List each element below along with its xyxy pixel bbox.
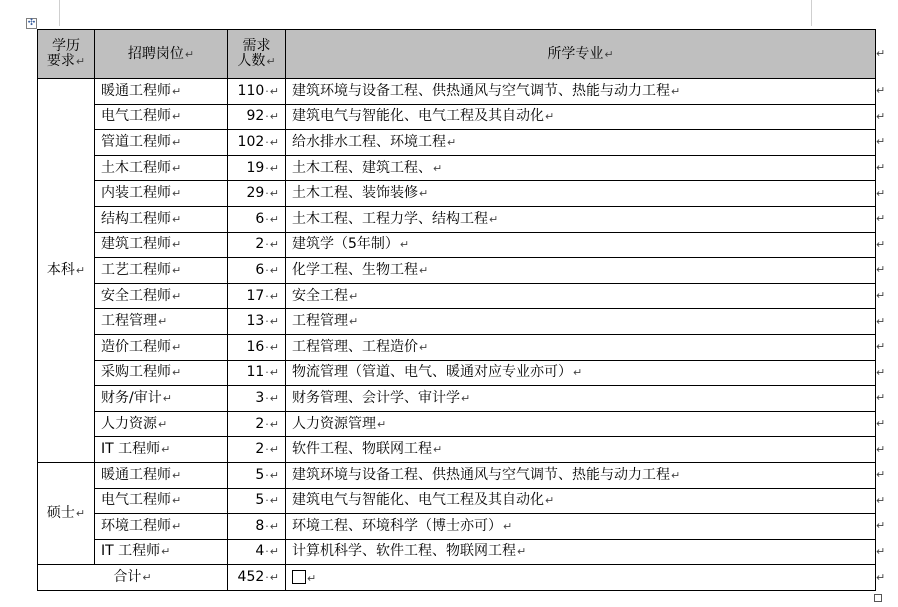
- cell-end-mark: ↵: [419, 340, 429, 354]
- header-position-label: 招聘岗位: [127, 45, 184, 62]
- cell-end-mark: ↵: [172, 84, 182, 98]
- row-end-mark: ↵: [876, 237, 886, 251]
- count-value: 3: [255, 389, 265, 406]
- cell-end-mark: ↵: [184, 47, 195, 61]
- major-cell[interactable]: [286, 488, 876, 514]
- major-cell[interactable]: [286, 514, 876, 540]
- cell-end-mark: ↵: [545, 110, 555, 124]
- major-text: 人力资源管理: [292, 415, 376, 432]
- space-mark: ·: [265, 494, 269, 508]
- cell-end-mark: ↵: [269, 468, 279, 482]
- cell-end-mark: ↵: [172, 135, 182, 149]
- position-cell[interactable]: [95, 334, 228, 360]
- row-end-mark: ↵: [876, 84, 886, 98]
- cell-end-mark: ↵: [269, 263, 279, 277]
- major-cell[interactable]: [286, 386, 876, 412]
- position-cell[interactable]: [95, 386, 228, 412]
- position-cell[interactable]: [95, 181, 228, 207]
- cell-end-mark: ↵: [503, 519, 513, 533]
- major-text: 建筑电气与智能化、电气工程及其自动化: [292, 492, 544, 509]
- table-row: [38, 155, 876, 181]
- cell-end-mark: ↵: [172, 519, 182, 533]
- page-margin-left: [59, 0, 60, 26]
- position-label: IT 工程师: [101, 441, 161, 458]
- count-value: 5: [255, 492, 265, 509]
- position-cell[interactable]: [95, 232, 228, 258]
- major-text: 工程管理: [292, 313, 348, 330]
- space-mark: ·: [265, 263, 269, 277]
- cell-end-mark: ↵: [269, 110, 279, 124]
- count-value: 5: [255, 466, 265, 483]
- position-cell[interactable]: [95, 488, 228, 514]
- row-end-mark: ↵: [876, 417, 886, 431]
- major-cell[interactable]: [286, 437, 876, 463]
- cell-end-mark: ↵: [433, 443, 443, 457]
- major-text: 建筑环境与设备工程、供热通风与空气调节、热能与动力工程: [292, 82, 670, 99]
- count-value: 2: [255, 236, 265, 253]
- cell-end-mark: ↵: [172, 468, 182, 482]
- table-row: [38, 283, 876, 309]
- cell-end-mark: ↵: [161, 443, 171, 457]
- row-end-mark: ↵: [876, 161, 886, 175]
- cell-end-mark: ↵: [158, 417, 168, 431]
- position-cell[interactable]: [95, 283, 228, 309]
- header-education[interactable]: [38, 30, 95, 79]
- cell-end-mark: ↵: [461, 391, 471, 405]
- major-cell[interactable]: [286, 232, 876, 258]
- major-text: 土木工程、装饰装修: [292, 185, 418, 202]
- cell-end-mark: ↵: [172, 340, 182, 354]
- space-mark: ·: [265, 417, 269, 431]
- space-mark: ·: [265, 289, 269, 303]
- count-value: 92: [246, 108, 265, 125]
- cell-end-mark: ↵: [573, 366, 583, 380]
- position-cell[interactable]: [95, 437, 228, 463]
- count-cell[interactable]: [228, 488, 286, 514]
- cell-end-mark: ↵: [399, 238, 410, 252]
- cell-end-mark: ↵: [545, 494, 555, 508]
- table-row: [38, 258, 876, 284]
- position-label: 土木工程师: [101, 159, 171, 176]
- cell-end-mark: ↵: [172, 263, 182, 277]
- cell-end-mark: ↵: [377, 417, 387, 431]
- count-cell[interactable]: [228, 258, 286, 284]
- cell-end-mark: ↵: [142, 571, 152, 585]
- cell-end-mark: ↵: [172, 238, 182, 252]
- count-value: 19: [246, 159, 265, 176]
- cell-end-mark: ↵: [419, 263, 429, 277]
- header-count-line2: 人数: [237, 53, 266, 69]
- major-text: 土木工程、建筑工程、: [292, 159, 432, 176]
- table-row: [38, 104, 876, 130]
- cell-end-mark: ↵: [269, 494, 279, 508]
- education-label: 硕士: [46, 505, 75, 522]
- cell-end-mark: ↵: [75, 55, 86, 68]
- row-end-mark: ↵: [876, 365, 886, 379]
- recruitment-table: [37, 29, 876, 591]
- cell-end-mark: ↵: [349, 289, 359, 303]
- cell-end-mark: ↵: [172, 494, 182, 508]
- count-cell[interactable]: [228, 309, 286, 335]
- table-row: [38, 360, 876, 386]
- empty-checkbox-icon: [292, 570, 306, 584]
- position-label: 采购工程师: [101, 364, 171, 381]
- major-text: 建筑环境与设备工程、供热通风与空气调节、热能与动力工程: [292, 466, 670, 483]
- row-end-mark: ↵: [876, 442, 886, 456]
- header-major[interactable]: [286, 30, 876, 79]
- cell-end-mark: ↵: [269, 417, 279, 431]
- row-end-mark: ↵: [876, 570, 886, 584]
- major-text: 计算机科学、软件工程、物联网工程: [292, 543, 516, 560]
- cell-end-mark: ↵: [269, 315, 279, 329]
- cell-end-mark: ↵: [172, 161, 182, 175]
- header-position[interactable]: [95, 30, 228, 79]
- major-cell[interactable]: [286, 258, 876, 284]
- count-value: 17: [246, 287, 265, 304]
- row-end-mark: ↵: [876, 109, 886, 123]
- space-mark: ·: [265, 110, 269, 124]
- count-cell[interactable]: [228, 232, 286, 258]
- table-header-row: [38, 30, 876, 79]
- cell-end-mark: ↵: [269, 289, 279, 303]
- position-cell[interactable]: [95, 104, 228, 130]
- count-value: 110: [237, 82, 265, 99]
- cell-end-mark: ↵: [269, 571, 279, 585]
- major-text: 软件工程、物联网工程: [292, 441, 432, 458]
- education-label: 本科: [46, 261, 75, 278]
- count-value: 8: [255, 517, 265, 534]
- count-cell[interactable]: [228, 79, 286, 105]
- cell-end-mark: ↵: [269, 84, 279, 98]
- major-text: 安全工程: [292, 287, 348, 304]
- table-row: [38, 539, 876, 565]
- position-cell[interactable]: [95, 462, 228, 488]
- row-end-mark: ↵: [876, 519, 886, 533]
- count-value: 6: [255, 210, 265, 227]
- table-row: [38, 181, 876, 207]
- position-label: IT 工程师: [101, 543, 161, 560]
- count-value: 2: [255, 415, 265, 432]
- total-label: 合计: [113, 569, 142, 586]
- count-cell[interactable]: [228, 437, 286, 463]
- table-row: [38, 130, 876, 156]
- space-mark: ·: [265, 238, 269, 252]
- major-cell[interactable]: [286, 130, 876, 156]
- cell-end-mark: ↵: [269, 212, 279, 226]
- cell-end-mark: ↵: [161, 545, 171, 559]
- count-cell[interactable]: [228, 130, 286, 156]
- position-label: 财务/审计: [101, 389, 162, 406]
- table-row: [38, 79, 876, 105]
- recruitment-table-body: [38, 30, 876, 591]
- total-count: 452: [237, 569, 265, 586]
- row-end-mark: ↵: [876, 289, 886, 303]
- count-cell[interactable]: [228, 155, 286, 181]
- cell-end-mark: ↵: [172, 289, 182, 303]
- count-cell[interactable]: [228, 411, 286, 437]
- major-text: 环境工程、环境科学（博士亦可）: [292, 517, 502, 534]
- major-cell[interactable]: [286, 104, 876, 130]
- major-text: 财务管理、会计学、审计学: [292, 389, 460, 406]
- page-margin-right: [811, 0, 812, 26]
- position-label: 安全工程师: [101, 287, 171, 304]
- table-row: [38, 514, 876, 540]
- major-cell[interactable]: [286, 462, 876, 488]
- table-row: [38, 309, 876, 335]
- major-text: 给水排水工程、环境工程: [292, 133, 446, 150]
- position-label: 环境工程师: [101, 517, 171, 534]
- cell-end-mark: ↵: [172, 212, 182, 226]
- cell-end-mark: ↵: [671, 84, 681, 98]
- header-major-label: 所学专业: [547, 45, 604, 62]
- count-value: 11: [246, 364, 265, 381]
- table-move-handle-icon[interactable]: ✣: [27, 18, 36, 28]
- cell-end-mark: ↵: [172, 187, 182, 201]
- cell-end-mark: ↵: [269, 366, 279, 380]
- header-education-line1: 学历: [52, 38, 80, 54]
- count-cell[interactable]: [228, 334, 286, 360]
- cell-end-mark: ↵: [604, 47, 614, 61]
- table-row: [38, 411, 876, 437]
- position-cell[interactable]: [95, 258, 228, 284]
- major-text: 工程管理、工程造价: [292, 338, 418, 355]
- position-cell[interactable]: [95, 309, 228, 335]
- position-label: 电气工程师: [101, 108, 171, 125]
- total-label-cell[interactable]: [38, 565, 228, 591]
- row-end-mark: ↵: [876, 468, 886, 482]
- header-count[interactable]: [228, 30, 286, 79]
- major-cell[interactable]: [286, 411, 876, 437]
- cell-end-mark: ↵: [266, 55, 276, 68]
- table-row: [38, 206, 876, 232]
- header-count-line1: 需求: [242, 38, 271, 54]
- row-end-mark: ↵: [876, 544, 886, 558]
- count-value: 4: [255, 543, 265, 560]
- major-cell[interactable]: [286, 283, 876, 309]
- space-mark: ·: [265, 545, 269, 559]
- cell-end-mark: ↵: [269, 135, 279, 149]
- position-label: 内装工程师: [101, 185, 171, 202]
- cell-end-mark: ↵: [269, 519, 279, 533]
- cell-end-mark: ↵: [269, 238, 279, 252]
- count-value: 16: [246, 338, 265, 355]
- cell-end-mark: ↵: [419, 187, 429, 201]
- space-mark: ·: [265, 187, 269, 201]
- position-cell[interactable]: [95, 79, 228, 105]
- row-end-mark: ↵: [876, 391, 886, 405]
- major-cell[interactable]: [286, 206, 876, 232]
- count-cell[interactable]: [228, 539, 286, 565]
- space-mark: ·: [265, 212, 269, 226]
- space-mark: ·: [265, 519, 269, 533]
- major-text: 土木工程、工程力学、结构工程: [292, 210, 488, 227]
- cell-end-mark: ↵: [517, 545, 527, 559]
- position-cell[interactable]: [95, 360, 228, 386]
- space-mark: ·: [265, 84, 269, 98]
- space-mark: ·: [265, 391, 269, 405]
- count-value: 6: [255, 261, 265, 278]
- row-end-mark: ↵: [876, 47, 886, 60]
- row-end-mark: ↵: [876, 263, 886, 277]
- major-cell[interactable]: [286, 360, 876, 386]
- major-text: 建筑电气与智能化、电气工程及其自动化: [292, 108, 544, 125]
- cell-end-mark: ↵: [269, 391, 279, 405]
- position-label: 工艺工程师: [101, 261, 171, 278]
- cell-end-mark: ↵: [75, 263, 86, 277]
- count-value: 102: [237, 133, 265, 150]
- count-cell[interactable]: [228, 462, 286, 488]
- row-end-mark: ↵: [876, 340, 886, 354]
- major-text: 物流管理（管道、电气、暖通对应专业亦可）: [292, 364, 572, 381]
- space-mark: ·: [265, 571, 269, 585]
- count-cell[interactable]: [228, 514, 286, 540]
- cell-end-mark: ↵: [307, 571, 317, 585]
- position-label: 造价工程师: [101, 338, 171, 355]
- header-education-line2: 要求: [46, 53, 75, 69]
- major-cell[interactable]: [286, 309, 876, 335]
- position-label: 暖通工程师: [101, 466, 171, 483]
- row-end-mark: ↵: [876, 135, 886, 149]
- position-label: 电气工程师: [101, 492, 171, 509]
- position-label: 管道工程师: [101, 133, 171, 150]
- cell-end-mark: ↵: [172, 110, 182, 124]
- table-row: [38, 488, 876, 514]
- position-label: 暖通工程师: [101, 82, 171, 99]
- cell-end-mark: ↵: [75, 507, 86, 521]
- row-end-mark: ↵: [876, 493, 886, 507]
- table-row: [38, 437, 876, 463]
- position-cell[interactable]: [95, 539, 228, 565]
- count-cell[interactable]: [228, 206, 286, 232]
- position-cell[interactable]: [95, 155, 228, 181]
- major-text: 化学工程、生物工程: [292, 261, 418, 278]
- count-cell[interactable]: [228, 181, 286, 207]
- cell-end-mark: ↵: [269, 443, 279, 457]
- table-resize-handle[interactable]: [874, 594, 882, 602]
- table-row: [38, 334, 876, 360]
- cell-end-mark: ↵: [671, 468, 681, 482]
- table-row: [38, 462, 876, 488]
- major-cell[interactable]: [286, 334, 876, 360]
- space-mark: ·: [265, 366, 269, 380]
- position-cell[interactable]: [95, 206, 228, 232]
- count-value: 13: [246, 313, 265, 330]
- cell-end-mark: ↵: [269, 161, 279, 175]
- cell-end-mark: ↵: [433, 161, 443, 175]
- cell-end-mark: ↵: [349, 315, 359, 329]
- count-value: 2: [255, 441, 265, 458]
- cell-end-mark: ↵: [158, 315, 168, 329]
- position-label: 人力资源: [101, 415, 157, 432]
- major-cell[interactable]: [286, 79, 876, 105]
- space-mark: ·: [265, 315, 269, 329]
- row-end-mark: ↵: [876, 314, 886, 328]
- education-cell[interactable]: [38, 79, 95, 463]
- total-row: [38, 565, 876, 591]
- total-major-cell[interactable]: [286, 565, 876, 591]
- cell-end-mark: ↵: [489, 212, 499, 226]
- cell-end-mark: ↵: [269, 187, 279, 201]
- total-count-cell[interactable]: [228, 565, 286, 591]
- count-cell[interactable]: [228, 283, 286, 309]
- position-cell[interactable]: [95, 411, 228, 437]
- row-end-mark: ↵: [876, 186, 886, 200]
- table-row: [38, 386, 876, 412]
- cell-end-mark: ↵: [269, 545, 279, 559]
- position-cell[interactable]: [95, 514, 228, 540]
- space-mark: ·: [265, 468, 269, 482]
- table-row: [38, 232, 876, 258]
- major-text: 建筑学（5年制）: [292, 236, 399, 253]
- major-cell[interactable]: [286, 155, 876, 181]
- space-mark: ·: [265, 135, 269, 149]
- count-cell[interactable]: [228, 104, 286, 130]
- position-label: 结构工程师: [101, 210, 171, 227]
- cell-end-mark: ↵: [172, 366, 182, 380]
- count-value: 29: [246, 185, 265, 202]
- position-label: 建筑工程师: [101, 236, 171, 253]
- count-cell[interactable]: [228, 386, 286, 412]
- space-mark: ·: [265, 161, 269, 175]
- row-end-mark: ↵: [876, 212, 886, 226]
- count-cell[interactable]: [228, 360, 286, 386]
- cell-end-mark: ↵: [447, 135, 457, 149]
- space-mark: ·: [265, 443, 269, 457]
- education-cell[interactable]: [38, 462, 95, 564]
- major-cell[interactable]: [286, 181, 876, 207]
- major-cell[interactable]: [286, 539, 876, 565]
- cell-end-mark: ↵: [269, 340, 279, 354]
- cell-end-mark: ↵: [162, 391, 172, 405]
- position-cell[interactable]: [95, 130, 228, 156]
- space-mark: ·: [265, 340, 269, 354]
- position-label: 工程管理: [101, 313, 157, 330]
